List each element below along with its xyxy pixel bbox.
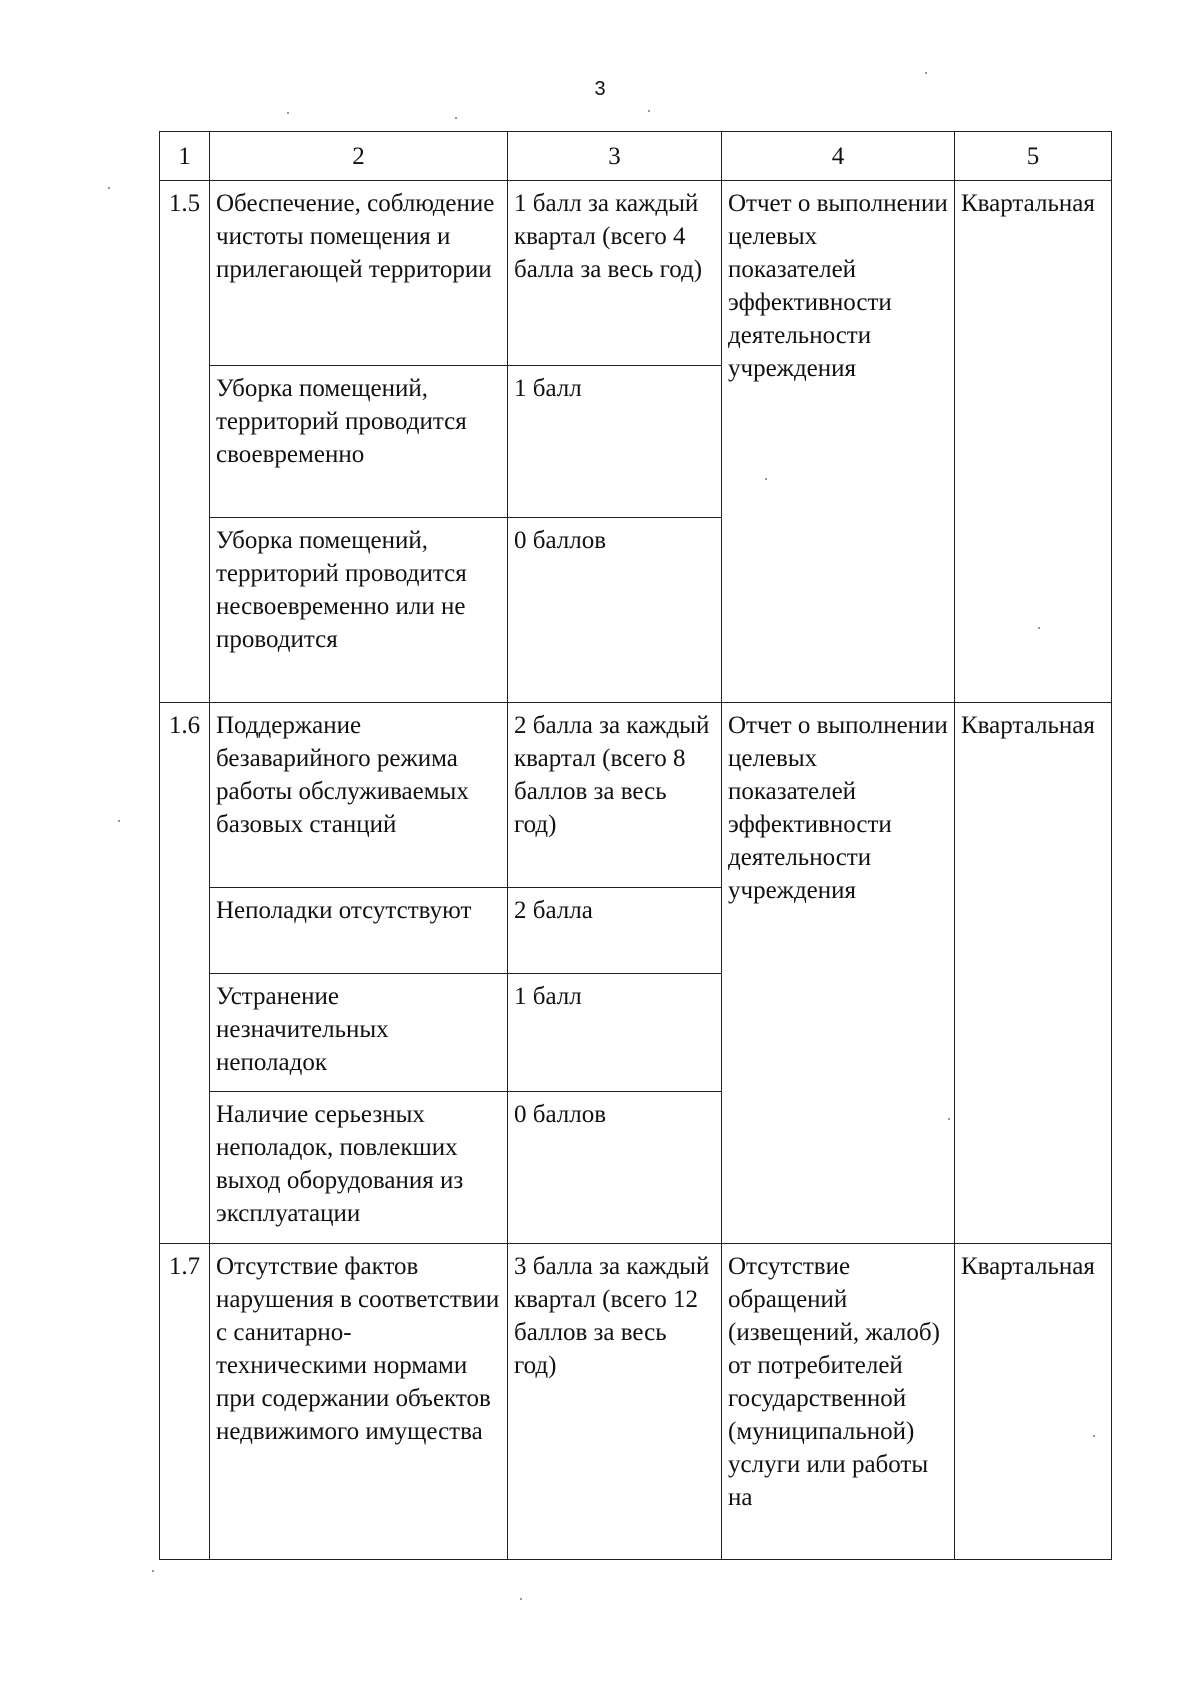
table-row [160,703,1112,888]
scan-speck [455,117,457,119]
source-cell: Отчет о выполнении целевых показателей эффективности деятельности учреждения [722,181,955,703]
scan-speck [1093,1435,1095,1437]
header-cell: 4 [722,132,955,181]
scan-speck [287,112,289,114]
criterion-cell: Наличие серьезных неполадок, повлекших выход оборудования из эксплуатации [210,1092,508,1244]
points-cell: 1 балл [508,974,722,1092]
criterion-cell: Устранение незначительных неполадок [210,974,508,1092]
criterion-cell: Уборка помещений, территорий проводится своевременно [210,366,508,518]
section-number: 1.7 [160,1244,210,1560]
header-cell: 2 [210,132,508,181]
scan-speck [925,72,927,74]
section-number: 1.5 [160,181,210,703]
criterion-cell: Поддержание безаварийного режима работы обслуживаемых базовых станций [210,703,508,888]
points-cell: 3 балла за каждый квартал (всего 12 баллов за весь год) [508,1244,722,1560]
scan-speck [1038,627,1040,629]
points-cell: 0 баллов [508,518,722,703]
source-cell: Отсутствие обращений (извещений, жалоб) от потребителей государственной (муниципальной) услуги или работы на [722,1244,955,1560]
points-cell: 1 балл за каждый квартал (всего 4 балла за весь год) [508,181,722,366]
period-cell: Квартальная [955,181,1112,703]
points-cell: 1 балл [508,366,722,518]
table-row [160,181,1112,366]
criterion-cell: Уборка помещений, территорий проводится несвоевременно или не проводится [210,518,508,703]
header-cell: 5 [955,132,1112,181]
scan-speck [118,820,120,822]
scan-speck [152,1570,154,1572]
scan-speck [520,1598,522,1600]
points-cell: 2 балла [508,888,722,974]
table-row [160,1244,1112,1560]
points-cell: 0 баллов [508,1092,722,1244]
page-number: 3 [594,78,606,100]
header-cell: 3 [508,132,722,181]
criterion-cell: Неполадки отсутствуют [210,888,508,974]
criterion-cell: Отсутствие фактов нарушения в соответствии с санитарно-техническими нормами при содержании объектов недвижимого имущества [210,1244,508,1560]
criterion-cell: Обеспечение, соблюдение чистоты помещения и прилегающей территории [210,181,508,366]
scan-speck [948,1118,950,1120]
criteria-table [159,131,1112,1560]
scan-speck [765,478,767,480]
section-number: 1.6 [160,703,210,1244]
source-cell: Отчет о выполнении целевых показателей эффективности деятельности учреждения [722,703,955,1244]
points-cell: 2 балла за каждый квартал (всего 8 баллов за весь год) [508,703,722,888]
header-cell: 1 [160,132,210,181]
period-cell: Квартальная [955,1244,1112,1560]
scan-speck [108,187,110,189]
table-header-row [160,132,1112,181]
scan-speck [648,110,650,112]
period-cell: Квартальная [955,703,1112,1244]
